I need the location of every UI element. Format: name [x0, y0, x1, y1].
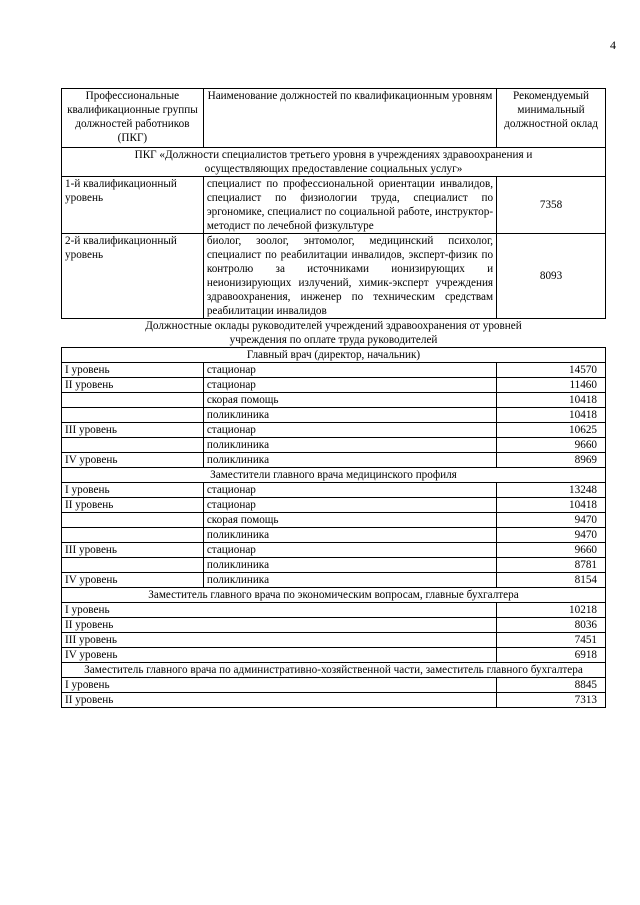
value-cell: 8845	[497, 678, 606, 693]
level-cell	[62, 408, 204, 423]
unit-cell: поликлиника	[203, 408, 496, 423]
pkg-positions: биолог, зоолог, энтомолог, медицинский психолог, специалист по реабилитации инвалидов, эксперт-физик по контролю за источниками ионизирующих и неионизирующих излучений, химик-эксперт учреждения здравоохранения, инженер по техническим средствам реабилитации инвалидов	[203, 234, 496, 319]
level-cell	[62, 558, 204, 573]
unit-cell: скорая помощь	[203, 513, 496, 528]
value-cell: 9660	[497, 438, 606, 453]
unit-cell: поликлиника	[203, 558, 496, 573]
level-cell: III уровень	[62, 543, 204, 558]
header-pkg: Профессиональные квалификационные группы должностей работников (ПКГ)	[62, 89, 204, 148]
value-cell: 6918	[497, 648, 606, 663]
table-row	[62, 393, 606, 408]
level-cell: I уровень	[62, 603, 497, 618]
table-row	[62, 378, 606, 393]
deputies-admin-section-title-row	[62, 663, 606, 678]
unit-cell: поликлиника	[203, 528, 496, 543]
level-cell: I уровень	[62, 363, 204, 378]
deputies-economic-section-title: Заместитель главного врача по экономическим вопросам, главные бухгалтера	[62, 588, 606, 603]
level-cell: IV уровень	[62, 648, 497, 663]
level-cell	[62, 393, 204, 408]
deputies-economic-section-title-row	[62, 588, 606, 603]
level-cell	[62, 513, 204, 528]
table-row	[62, 693, 606, 708]
value-cell: 10625	[497, 423, 606, 438]
unit-cell: скорая помощь	[203, 393, 496, 408]
unit-cell: стационар	[203, 498, 496, 513]
table-header-row	[62, 89, 606, 148]
deputies-medical-section-title-row	[62, 468, 606, 483]
level-cell: IV уровень	[62, 573, 204, 588]
unit-cell: стационар	[203, 483, 496, 498]
table-row	[62, 453, 606, 468]
value-cell: 8036	[497, 618, 606, 633]
value-cell: 9470	[497, 513, 606, 528]
level-cell: III уровень	[62, 423, 204, 438]
value-cell: 14570	[497, 363, 606, 378]
value-cell: 10418	[497, 393, 606, 408]
level-cell: III уровень	[62, 633, 497, 648]
table-row	[62, 513, 606, 528]
header-positions: Наименование должностей по квалификационным уровням	[203, 89, 496, 148]
chief-section-title-row	[62, 348, 606, 363]
level-cell: II уровень	[62, 618, 497, 633]
table-row	[62, 423, 606, 438]
unit-cell: стационар	[203, 378, 496, 393]
pkg-title: ПКГ «Должности специалистов третьего уровня в учреждениях здравоохранения и осуществляющих предоставление социальных услуг»	[62, 148, 606, 177]
salary-table-body	[62, 89, 606, 708]
level-cell	[62, 438, 204, 453]
value-cell: 7451	[497, 633, 606, 648]
pkg-row	[62, 177, 606, 234]
value-cell: 7313	[497, 693, 606, 708]
table-row	[62, 633, 606, 648]
value-cell: 9470	[497, 528, 606, 543]
page-number: 4	[610, 38, 616, 52]
value-cell: 11460	[497, 378, 606, 393]
deputies-medical-section-title: Заместители главного врача медицинского профиля	[62, 468, 606, 483]
level-cell: I уровень	[62, 483, 204, 498]
table-row	[62, 558, 606, 573]
value-cell: 8154	[497, 573, 606, 588]
level-cell	[62, 528, 204, 543]
table-row	[62, 438, 606, 453]
leaders-title-row	[62, 319, 606, 348]
unit-cell: стационар	[203, 363, 496, 378]
table-row	[62, 678, 606, 693]
value-cell: 8969	[497, 453, 606, 468]
unit-cell: поликлиника	[203, 438, 496, 453]
value-cell: 9660	[497, 543, 606, 558]
level-cell: I уровень	[62, 678, 497, 693]
table-row	[62, 648, 606, 663]
table-row	[62, 603, 606, 618]
table-row	[62, 408, 606, 423]
table-row	[62, 543, 606, 558]
table-row	[62, 483, 606, 498]
table-row	[62, 618, 606, 633]
value-cell: 10418	[497, 498, 606, 513]
value-cell: 10418	[497, 408, 606, 423]
level-cell: II уровень	[62, 693, 497, 708]
header-salary: Рекомендуемый минимальный должностной оклад	[497, 89, 606, 148]
level-cell: II уровень	[62, 378, 204, 393]
pkg-salary: 7358	[497, 177, 606, 234]
leaders-title: Должностные оклады руководителей учреждений здравоохранения от уровней учреждения по оплате труда руководителей	[62, 319, 606, 348]
pkg-salary: 8093	[497, 234, 606, 319]
unit-cell: поликлиника	[203, 573, 496, 588]
salary-table	[61, 88, 606, 708]
pkg-level: 1-й квалификационный уровень	[62, 177, 204, 234]
level-cell: II уровень	[62, 498, 204, 513]
value-cell: 10218	[497, 603, 606, 618]
pkg-level: 2-й квалификационный уровень	[62, 234, 204, 319]
pkg-title-row	[62, 148, 606, 177]
deputies-admin-section-title: Заместитель главного врача по административно-хозяйственной части, заместитель главного бухгалтера	[62, 663, 606, 678]
value-cell: 8781	[497, 558, 606, 573]
chief-section-title: Главный врач (директор, начальник)	[62, 348, 606, 363]
table-row	[62, 498, 606, 513]
unit-cell: поликлиника	[203, 453, 496, 468]
table-row	[62, 363, 606, 378]
pkg-row	[62, 234, 606, 319]
unit-cell: стационар	[203, 423, 496, 438]
table-row	[62, 573, 606, 588]
level-cell: IV уровень	[62, 453, 204, 468]
value-cell: 13248	[497, 483, 606, 498]
table-row	[62, 528, 606, 543]
unit-cell: стационар	[203, 543, 496, 558]
pkg-positions: специалист по профессиональной ориентации инвалидов, специалист по физиологии труда, специалист по эргономике, специалист по социальной работе, инструктор-методист по лечебной физкультуре	[203, 177, 496, 234]
